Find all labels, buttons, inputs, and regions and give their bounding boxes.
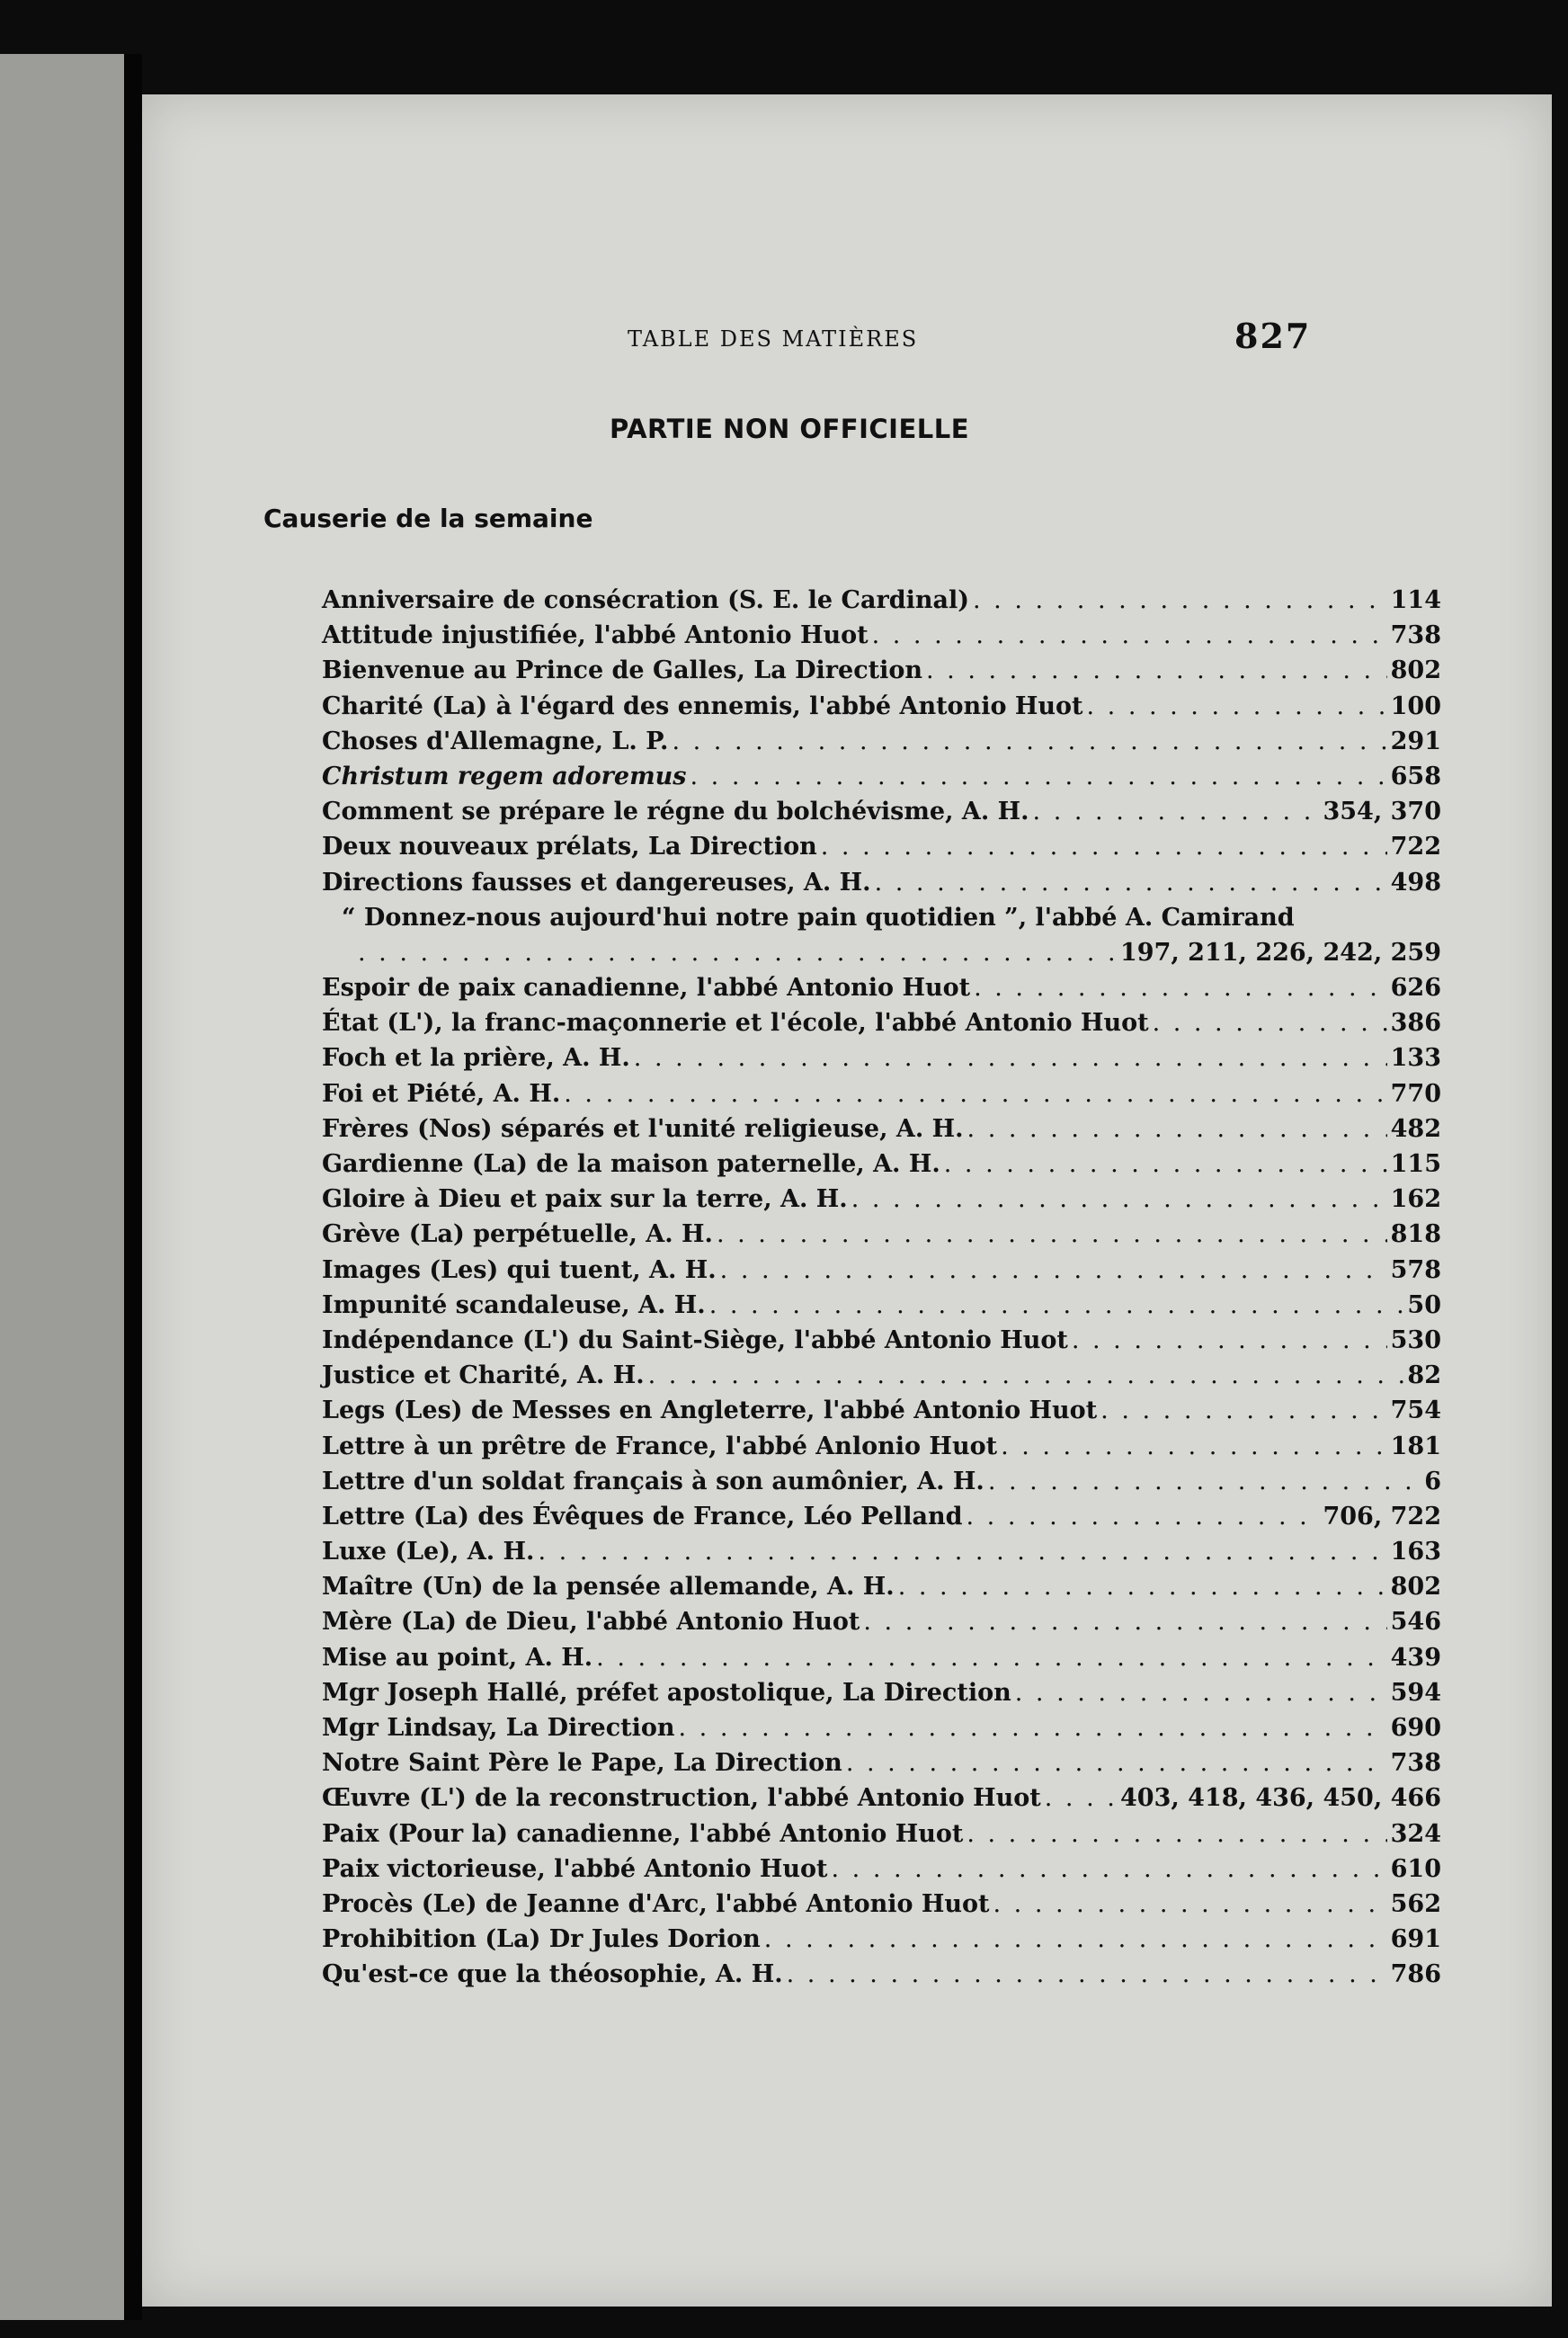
- entry-title: Choses d'Allemagne, L. P.: [322, 727, 669, 755]
- entry-title: Mgr Joseph Hallé, préfet apostolique, La Direction: [322, 1678, 1011, 1707]
- entry-page: 802: [1390, 656, 1441, 685]
- entry-page: 324: [1390, 1819, 1441, 1848]
- subsection-title: Causerie de la semaine: [263, 504, 593, 533]
- entry-title: Grève (La) perpétuelle, A. H.: [322, 1220, 713, 1249]
- index-entry: [322, 1604, 1441, 1639]
- entry-page: 291: [1390, 727, 1441, 755]
- index-entry: [322, 1393, 1441, 1428]
- leader-dots: [821, 829, 1387, 864]
- entry-title: Qu'est-ce que la théosophie, A. H.: [322, 1960, 783, 1989]
- index-entry: [322, 1111, 1441, 1147]
- leader-dots: [787, 1957, 1387, 1992]
- page-number: 827: [1234, 316, 1312, 356]
- index-entry: [322, 653, 1441, 688]
- entry-title: Procès (Le) de Jeanne d'Arc, l'abbé Antonio Huot: [322, 1889, 990, 1918]
- entry-page: 162: [1390, 1185, 1441, 1214]
- running-title: TABLE DES MATIÈRES: [628, 326, 919, 352]
- index-entry: [322, 618, 1441, 653]
- index-entry: [322, 1780, 1441, 1816]
- entry-title: Bienvenue au Prince de Galles, La Direction: [322, 656, 923, 685]
- entry-page: 738: [1390, 621, 1441, 650]
- index-entry-list: [322, 583, 1441, 1993]
- entry-title: Notre Saint Père le Pape, La Direction: [322, 1749, 842, 1778]
- leader-dots: [944, 1147, 1387, 1182]
- entry-page: 578: [1390, 1255, 1441, 1284]
- entry-page: 115: [1390, 1150, 1441, 1178]
- leader-dots: [1015, 1675, 1387, 1710]
- leader-dots: [993, 1887, 1387, 1922]
- index-entry: [322, 1534, 1441, 1569]
- leader-dots: [717, 1217, 1387, 1252]
- entry-page: 386: [1390, 1009, 1441, 1038]
- entry-page: 818: [1390, 1220, 1441, 1249]
- entry-page: 82: [1407, 1361, 1441, 1390]
- index-entry: [322, 1852, 1441, 1887]
- leader-dots: [1045, 1780, 1117, 1816]
- entry-page: 133: [1390, 1044, 1441, 1073]
- leader-dots: [1072, 1323, 1387, 1358]
- entry-title: Œuvre (L') de la reconstruction, l'abbé Antonio Huot: [322, 1784, 1041, 1813]
- entry-title: Frères (Nos) séparés et l'unité religieuse, A. H.: [322, 1114, 964, 1143]
- entry-title: Gloire à Dieu et paix sur la terre, A. H.: [322, 1185, 848, 1214]
- entry-title: Christum regem adoremus: [322, 762, 687, 790]
- index-entry: [322, 1887, 1441, 1922]
- index-entry: [322, 724, 1441, 759]
- leader-dots: [967, 1111, 1387, 1147]
- entry-page: 754: [1390, 1397, 1441, 1425]
- entry-title: Attitude injustifiée, l'abbé Antonio Huot: [322, 621, 869, 650]
- entry-title: Impunité scandaleuse, A. H.: [322, 1290, 706, 1319]
- entry-page: 690: [1390, 1714, 1441, 1742]
- entry-title: Indépendance (L') du Saint-Siège, l'abbé Antonio Huot: [322, 1325, 1068, 1354]
- page-gutter-shadow: [124, 54, 142, 2320]
- entry-title: Mère (La) de Dieu, l'abbé Antonio Huot: [322, 1608, 860, 1637]
- entry-page: 100: [1390, 692, 1441, 720]
- entry-page: 770: [1390, 1079, 1441, 1108]
- leader-dots: [875, 865, 1387, 900]
- entry-title: Paix (Pour la) canadienne, l'abbé Antonio Huot: [322, 1819, 964, 1848]
- index-entry: [322, 1147, 1441, 1182]
- index-entry: [322, 865, 1441, 900]
- index-entry: [322, 1323, 1441, 1358]
- section-title: PARTIE NON OFFICIELLE: [610, 414, 970, 444]
- entry-title: Espoir de paix canadienne, l'abbé Antonio Huot: [322, 974, 971, 1003]
- leader-dots: [1153, 1005, 1387, 1040]
- entry-title: Charité (La) à l'égard des ennemis, l'abbé Antonio Huot: [322, 692, 1083, 720]
- index-entry: [322, 1217, 1441, 1252]
- entry-page: 691: [1390, 1925, 1441, 1954]
- index-entry: [322, 1429, 1441, 1464]
- entry-title: Directions fausses et dangereuses, A. H.: [322, 868, 871, 897]
- entry-page: 786: [1390, 1960, 1441, 1989]
- entry-page: 530: [1390, 1325, 1441, 1354]
- entry-title: Foch et la prière, A. H.: [322, 1044, 630, 1073]
- entry-page: 50: [1407, 1290, 1441, 1319]
- entry-page: 658: [1390, 762, 1441, 790]
- entry-title: Gardienne (La) de la maison paternelle, A. H.: [322, 1150, 940, 1178]
- entry-title: Lettre d'un soldat français à son aumônier, A. H.: [322, 1467, 984, 1495]
- entry-page: 403, 418, 436, 450, 466: [1120, 1784, 1441, 1813]
- index-entry: [322, 1957, 1441, 1992]
- index-entry: [322, 1640, 1441, 1675]
- entry-title: Anniversaire de consécration (S. E. le Cardinal): [322, 586, 969, 614]
- entry-page: 802: [1390, 1573, 1441, 1602]
- leader-dots: [720, 1253, 1387, 1288]
- index-entry: [322, 970, 1441, 1005]
- index-entry: [322, 794, 1441, 829]
- document-page: [142, 94, 1552, 2307]
- leader-dots: [764, 1922, 1387, 1957]
- index-entry: [322, 1076, 1441, 1111]
- index-entry: [322, 1745, 1441, 1780]
- leader-dots: [988, 1464, 1421, 1499]
- entry-page: 546: [1390, 1608, 1441, 1637]
- leader-dots: [967, 1816, 1386, 1852]
- leader-dots: [564, 1076, 1386, 1111]
- entry-page: 738: [1390, 1749, 1441, 1778]
- index-entry-continuation: [322, 935, 1441, 970]
- index-entry: [322, 759, 1441, 794]
- leader-dots: [832, 1852, 1387, 1887]
- index-entry: [322, 1464, 1441, 1499]
- entry-page: 626: [1390, 974, 1441, 1003]
- leader-dots: [690, 759, 1387, 794]
- entry-page: 562: [1390, 1889, 1441, 1918]
- leader-dots: [898, 1569, 1387, 1604]
- entry-page: 706, 722: [1323, 1502, 1441, 1530]
- index-entry: [322, 900, 1441, 935]
- index-entry: [322, 1675, 1441, 1710]
- adjacent-page-strip: [0, 54, 124, 2320]
- leader-dots: [634, 1040, 1387, 1075]
- leader-dots: [672, 724, 1386, 759]
- entry-title: Deux nouveaux prélats, La Direction: [322, 833, 817, 861]
- leader-dots: [709, 1288, 1404, 1323]
- leader-dots: [851, 1182, 1387, 1217]
- leader-dots: [538, 1534, 1386, 1569]
- index-entry: [322, 1253, 1441, 1288]
- index-entry: [322, 1922, 1441, 1957]
- leader-dots: [1086, 689, 1386, 724]
- entry-title: État (L'), la franc-maçonnerie et l'école, l'abbé Antonio Huot: [322, 1009, 1149, 1038]
- entry-title: Luxe (Le), A. H.: [322, 1538, 535, 1566]
- index-entry: [322, 829, 1441, 864]
- entry-title: Justice et Charité, A. H.: [322, 1361, 645, 1390]
- leader-dots: [679, 1710, 1387, 1745]
- index-entry: [322, 583, 1441, 618]
- entry-title: Legs (Les) de Messes en Angleterre, l'abbé Antonio Huot: [322, 1397, 1098, 1425]
- entry-page: 610: [1390, 1854, 1441, 1883]
- entry-page: 722: [1390, 833, 1441, 861]
- entry-page: 6: [1424, 1467, 1441, 1495]
- leader-dots: [1100, 1393, 1386, 1428]
- leader-dots: [846, 1745, 1387, 1780]
- leader-dots: [1001, 1429, 1387, 1464]
- entry-page: 354, 370: [1323, 798, 1441, 826]
- entry-title: Comment se prépare le régne du bolchévisme, A. H.: [322, 798, 1029, 826]
- entry-title: Paix victorieuse, l'abbé Antonio Huot: [322, 1854, 828, 1883]
- entry-page: 163: [1390, 1538, 1441, 1566]
- entry-title: Lettre à un prêtre de France, l'abbé Anlonio Huot: [322, 1432, 998, 1460]
- index-entry: [322, 1710, 1441, 1745]
- leader-dots: [648, 1358, 1404, 1393]
- entry-title: “ Donnez-nous aujourd'hui notre pain quotidien ”, l'abbé A. Camirand: [342, 903, 1295, 932]
- entry-page: 197, 211, 226, 242, 259: [1120, 938, 1441, 967]
- entry-title: Lettre (La) des Évêques de France, Léo Pelland: [322, 1502, 963, 1530]
- entry-page: 594: [1390, 1678, 1441, 1707]
- index-entry: [322, 1358, 1441, 1393]
- entry-title: Mgr Lindsay, La Direction: [322, 1714, 675, 1742]
- leader-dots: [1033, 794, 1320, 829]
- index-entry: [322, 1182, 1441, 1217]
- index-entry: [322, 1005, 1441, 1040]
- leader-dots: [863, 1604, 1386, 1639]
- leader-dots: [872, 618, 1387, 653]
- entry-page: 114: [1390, 586, 1441, 614]
- index-entry: [322, 1499, 1441, 1534]
- leader-dots: [967, 1499, 1320, 1534]
- entry-page: 482: [1390, 1114, 1441, 1143]
- entry-title: Prohibition (La) Dr Jules Dorion: [322, 1925, 761, 1954]
- entry-page: 498: [1390, 868, 1441, 897]
- leader-dots: [926, 653, 1387, 688]
- entry-page: 439: [1390, 1643, 1441, 1672]
- entry-title: Foi et Piété, A. H.: [322, 1079, 561, 1108]
- entry-title: Maître (Un) de la pensée allemande, A. H.: [322, 1573, 895, 1602]
- index-entry: [322, 1288, 1441, 1323]
- index-entry: [322, 1040, 1441, 1075]
- index-entry: [322, 689, 1441, 724]
- entry-page: 181: [1390, 1432, 1441, 1460]
- leader-dots: [973, 583, 1387, 618]
- entry-title: Mise au point, A. H.: [322, 1643, 593, 1672]
- entry-title: Images (Les) qui tuent, A. H.: [322, 1255, 717, 1284]
- leader-dots: [358, 935, 1117, 970]
- index-entry: [322, 1816, 1441, 1852]
- leader-dots: [974, 970, 1387, 1005]
- index-entry: [322, 1569, 1441, 1604]
- leader-dots: [596, 1640, 1386, 1675]
